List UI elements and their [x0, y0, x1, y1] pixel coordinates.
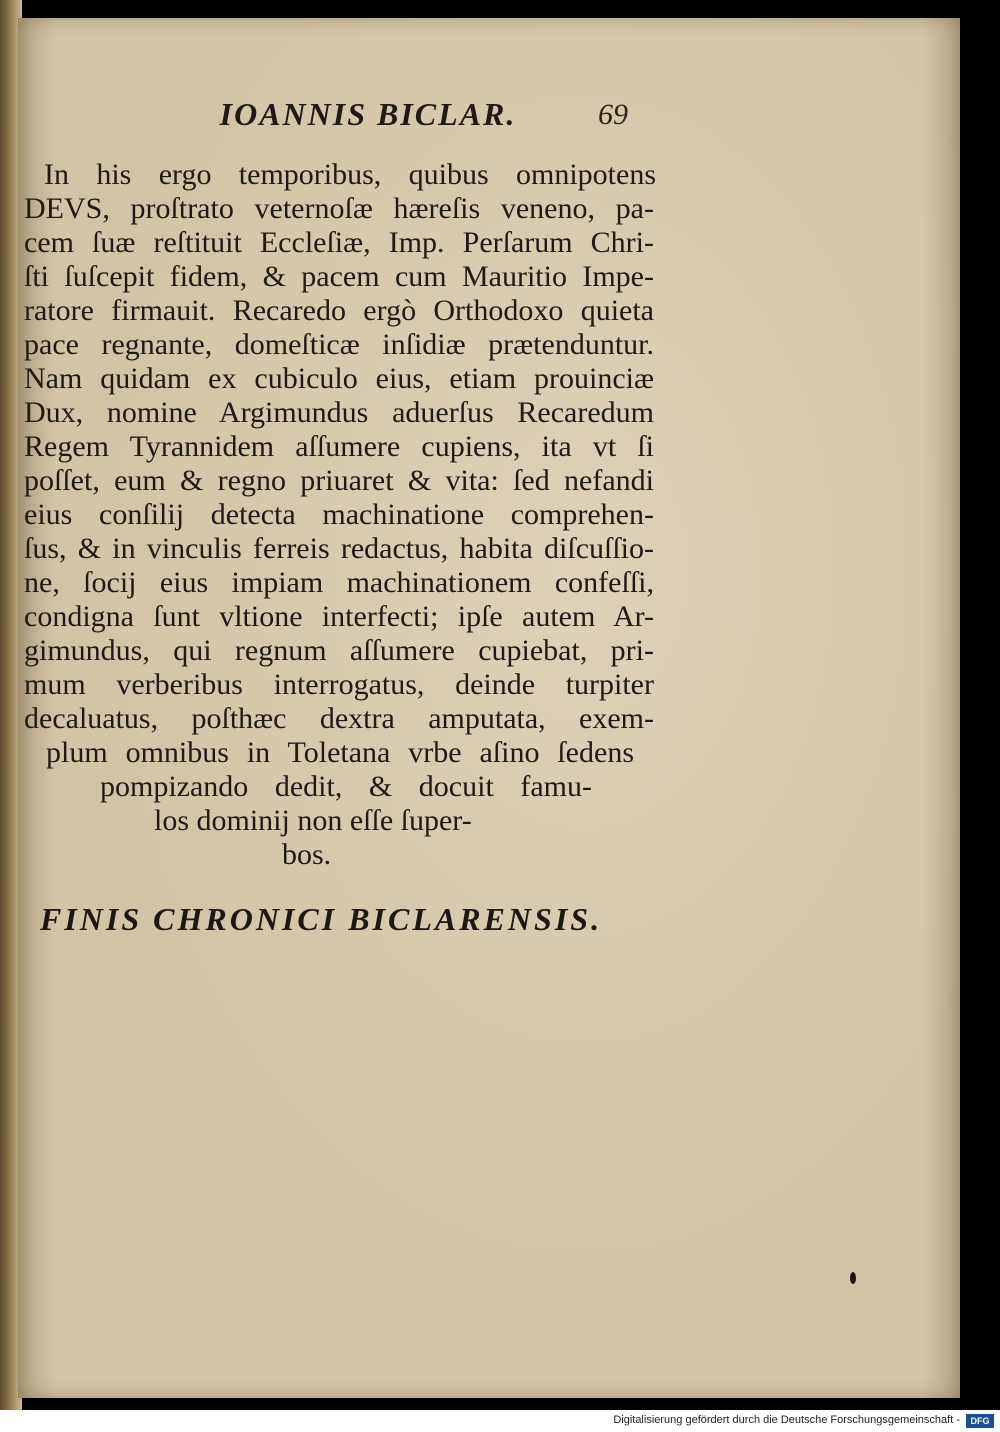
book-page: [18, 18, 960, 1398]
text-line: cem ſuæ reſtituit Eccleſiæ, Imp. Perſarum Chri-: [24, 226, 654, 259]
page-number: 69: [598, 98, 628, 131]
text-line: pompizando dedit, & docuit famu-: [100, 770, 592, 803]
text-line: DEVS, proſtrato veternoſæ hæreſis veneno, pa-: [24, 192, 654, 225]
footer-credit: Digitalisierung gefördert durch die Deutsche Forschungsgemeinschaft -: [613, 1414, 960, 1426]
text-line: gimundus, qui regnum aſſumere cupiebat, pri-: [24, 634, 654, 667]
text-line: ratore firmauit. Recaredo ergò Orthodoxo quieta: [24, 294, 654, 327]
text-line: plum omnibus in Toletana vrbe aſino ſedens: [46, 736, 634, 769]
footer-bar: [0, 1410, 1000, 1432]
text-line: Dux, nomine Argimundus aduerſus Recaredum: [24, 396, 654, 429]
text-line: bos.: [282, 838, 332, 871]
running-head: IOANNIS BICLAR.: [219, 96, 517, 132]
dfg-logo: DFG: [966, 1414, 994, 1428]
text-line: Regem Tyrannidem aſſumere cupiens, ita vt ſi: [24, 430, 654, 463]
text-line: poſſet, eum & regno priuaret & vita: ſed nefandi: [24, 464, 654, 497]
text-line: mum verberibus interrogatus, deinde turpiter: [24, 668, 654, 701]
text-line: decaluatus, poſthæc dextra amputata, exem-: [24, 702, 654, 735]
text-line: pace regnante, domeſticæ inſidiæ prætenduntur.: [24, 328, 654, 361]
text-line: ne, ſocij eius impiam machinationem confeſſi,: [24, 566, 654, 599]
text-line: Nam quidam ex cubiculo eius, etiam prouinciæ: [24, 362, 654, 395]
ink-spot: [850, 1272, 856, 1284]
text-line: eius conſilij detecta machinatione comprehen-: [24, 498, 654, 531]
text-line: los dominij non eſſe ſuper-: [154, 804, 472, 837]
text-line: condigna ſunt vltione interfecti; ipſe autem Ar-: [24, 600, 654, 633]
text-line: ſus, & in vinculis ferreis redactus, habita diſcuſſio-: [24, 532, 654, 565]
text-line: In his ergo temporibus, quibus omnipotens: [44, 158, 656, 191]
text-line: ſti ſuſcepit fidem, & pacem cum Mauritio Impe-: [24, 260, 654, 293]
colophon: FINIS CHRONICI BICLARENSIS.: [40, 901, 603, 937]
